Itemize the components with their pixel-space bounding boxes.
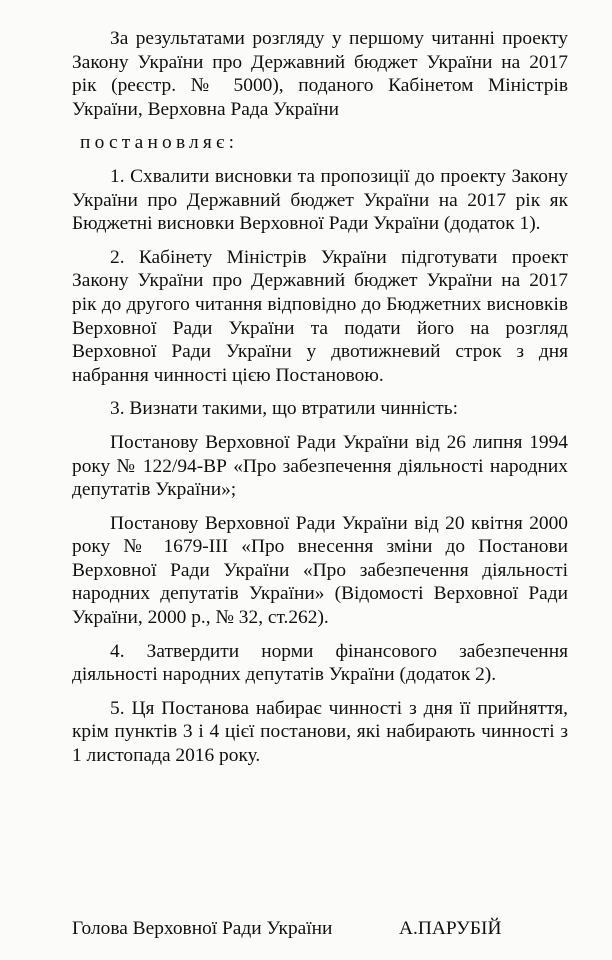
document-body xyxy=(72,27,568,778)
signature-block xyxy=(72,917,568,941)
signatory-name: А.ПАРУБІЙ xyxy=(399,918,502,939)
preamble-paragraph: За результатами розгляду у першому читанні проекту Закону України про Державний бюджет України на 2017 рік (реєстр. № 5000), поданого Кабінетом Міністрів України, Верховна Рада України xyxy=(72,28,568,120)
signatory-position: Голова Верховної Ради України xyxy=(72,918,333,939)
paragraph-item-1: 1. Схвалити висновки та пропозиції до проекту Закону України про Державний бюджет України на 2017 рік як Бюджетні висновки Верховної Ради України (додаток 1). xyxy=(72,165,568,235)
paragraph-item-3: 3. Визнати такими, що втратили чинність: xyxy=(110,398,458,420)
paragraph-item-5: 5. Ця Постанова набирає чинності з дня її прийняття, крім пунктів 3 і 4 цієї постанови, які набирають чинності з 1 листопада 2016 року. xyxy=(72,697,568,767)
repealed-resolution-1: Постанову Верховної Ради України від 26 липня 1994 року № 122/94-ВР «Про забезпечення діяльності народних депутатів України»; xyxy=(72,431,568,501)
paragraph-item-4: 4. Затвердити норми фінансового забезпечення діяльності народних депутатів України (додаток 2). xyxy=(72,640,568,686)
repealed-resolution-2: Постанову Верховної Ради України від 20 квітня 2000 року № 1679-ІІІ «Про внесення зміни до Постанови Верховної Ради України «Про забезпечення діяльності народних депутатів України» (Відомості Верховної Ради України, 2000 р., № 32, ст.262). xyxy=(72,512,568,629)
decree-word: постановляє: xyxy=(80,132,239,154)
paragraph-item-2: 2. Кабінету Міністрів України підготувати проект Закону України про Державний бюджет України на 2017 рік до другого читання відповідно до Бюджетних висновків Верховної Ради України та подати його на розгляд Верховної Ради України у двотижневий строк з дня набрання чинності цією Постановою. xyxy=(72,246,568,386)
